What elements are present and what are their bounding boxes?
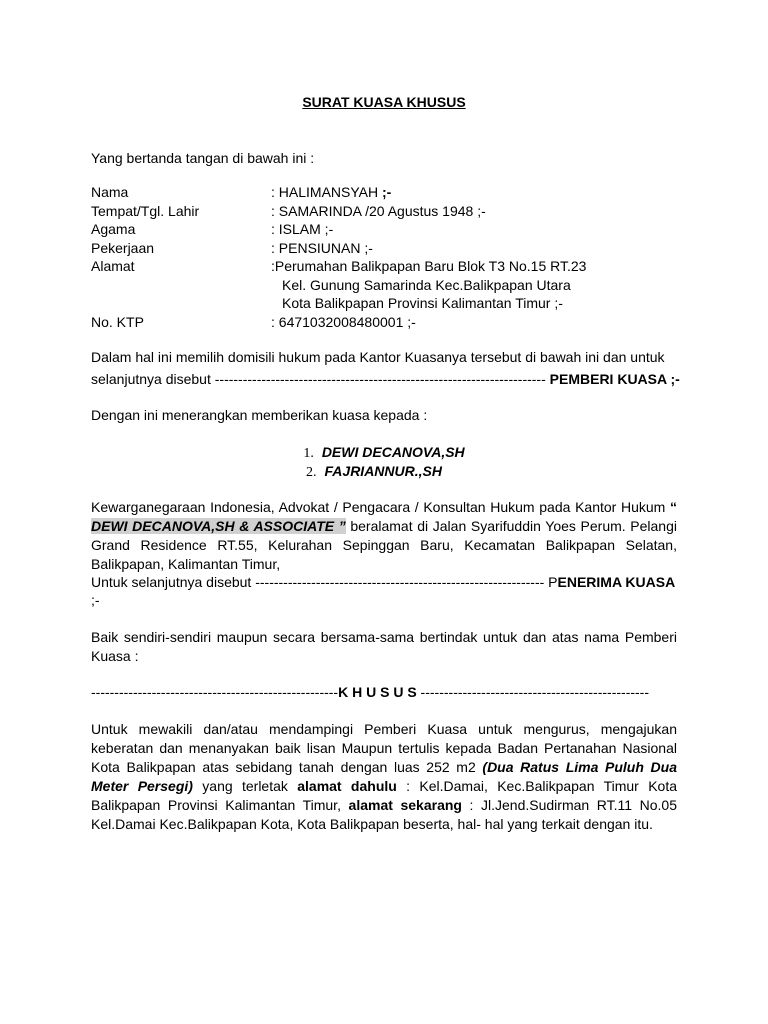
penerima-kuasa-label: ENERIMA KUASA [557,574,676,590]
intro-text: Yang bertanda tangan di bawah ini : [91,150,315,166]
value-agama: : ISLAM ;- [271,221,334,237]
value-alamat-line3: Kota Balikpapan Provinsi Kalimantan Timur ;- [282,295,563,311]
label-nama: Nama [91,184,129,200]
domicile-line1: Dalam hal ini memilih domisili hukum pada Kantor Kuasanya tersebut di bawah ini dan untuk [91,349,665,365]
khusus-heading: K H U S U S [338,684,417,700]
value-alamat-line2: Kel. Gunung Samarinda Kec.Balikpapan Utara [282,277,571,293]
value-pekerjaan: : PENSIUNAN ;- [271,240,373,256]
area-words: (Dua Ratus Lima Puluh Dua Meter Persegi) [91,759,677,794]
value-ktp: : 6471032008480001 ;- [271,314,416,330]
label-alamat: Alamat [91,258,135,274]
firm-paragraph: Kewarganegaraan Indonesia, Advokat / Pengacara / Konsultan Hukum pada Kantor Hukum “ DEWI DECANOVA,SH & ASSOCIATE ” beralamat di Jalan Syarifuddin Yoes Perum. Pelangi Grand Residence RT.55, Kelurahan Sepinggan Baru, Kecamatan Balikpapan Selatan, Balikpapan, Kalimantan Timur, [91,499,677,572]
body-paragraph: Untuk mewakili dan/atau mendampingi Pemberi Kuasa untuk mengurus, mengajukan keberatan dan menanyakan baik lisan Maupun tertulis kepada Badan Pertanahan Nasional Kota Balikpapan atas sebidang tanah dengan luas 252 m2 (Dua Ratus Lima Puluh Dua Meter Persegi) yang terletak alamat dahulu : Kel.Damai, Kec.Balikpapan Timur Kota Balikpapan Provinsi Kalimantan Timur, alamat sekarang : Jl.Jend.Sudirman RT.11 No.05 Kel.Damai Kec.Balikpapan Kota, Kota Balikpapan beserta, hal- hal yang terkait dengan itu. [91,721,677,832]
domicile-line2: selanjutnya disebut ----------------------------------------------------------------------- PEMBERI KUASA ;- [91,371,680,387]
label-pekerjaan: Pekerjaan [91,240,155,256]
penerima-line: Untuk selanjutnya disebut -------------------------------------------------------------- PENERIMA KUASA [91,574,676,590]
attorney-item: 2. FAJRIANNUR.,SH [306,463,442,480]
label-ttl: Tempat/Tgl. Lahir [91,203,200,219]
firm-name: DEWI DECANOVA,SH & ASSOCIATE ” [91,518,346,534]
label-agama: Agama [91,221,136,237]
value-alamat: :Perumahan Balikpapan Baru Blok T3 No.15 RT.23 [271,258,587,274]
pemberi-kuasa-label: PEMBERI KUASA ;- [549,371,680,387]
attorney-item: 1. DEWI DECANOVA,SH [303,444,465,461]
label-ktp: No. KTP [91,314,144,330]
khusus-separator: -----------------------------------------------------K H U S U S ------------------------------------------------- [91,684,650,700]
new-address-label: alamat sekarang [348,797,462,813]
grant-intro: Dengan ini menerangkan memberikan kuasa kepada : [91,407,428,423]
penerima-tail: ;- [91,592,100,608]
joint-paragraph: Baik sendiri-sendiri maupun secara bersama-sama bertindak untuk dan atas nama Pemberi Kuasa : [91,629,677,664]
value-ttl: : SAMARINDA /20 Agustus 1948 ;- [271,203,486,219]
old-address-label: alamat dahulu [297,778,397,794]
document-title: SURAT KUASA KHUSUS [302,94,466,110]
value-nama: : HALIMANSYAH ;- [271,184,392,200]
